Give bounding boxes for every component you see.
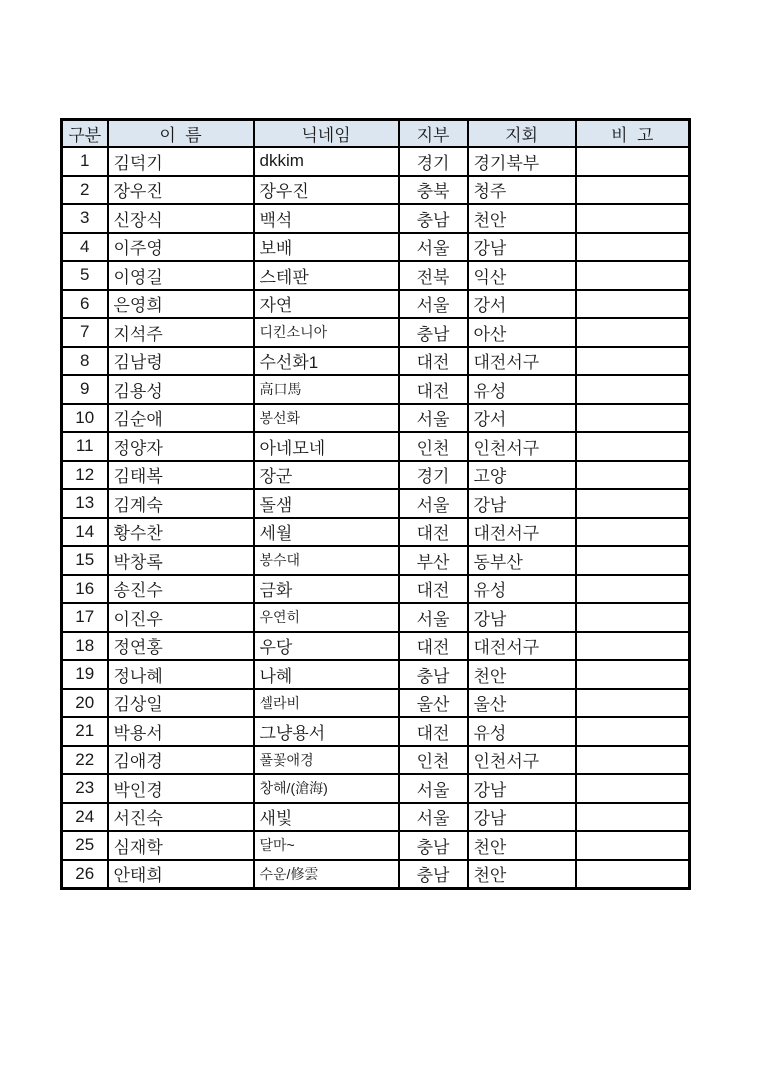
cell-note bbox=[576, 233, 690, 262]
cell-name: 정양자 bbox=[108, 432, 254, 461]
cell-no: 22 bbox=[62, 746, 108, 775]
cell-branch: 전북 bbox=[399, 261, 468, 290]
cell-nickname: 장군 bbox=[254, 461, 399, 490]
cell-nickname: 백석 bbox=[254, 204, 399, 233]
table-row bbox=[62, 204, 690, 233]
cell-chapter: 천안 bbox=[468, 204, 576, 233]
cell-nickname: 장우진 bbox=[254, 176, 399, 205]
cell-nickname: 그냥용서 bbox=[254, 717, 399, 746]
cell-name: 김순애 bbox=[108, 404, 254, 433]
table-row bbox=[62, 660, 690, 689]
cell-name: 정연홍 bbox=[108, 632, 254, 661]
cell-name: 장우진 bbox=[108, 176, 254, 205]
cell-branch: 부산 bbox=[399, 546, 468, 575]
cell-name: 이진우 bbox=[108, 603, 254, 632]
cell-no: 16 bbox=[62, 575, 108, 604]
cell-note bbox=[576, 404, 690, 433]
table-row bbox=[62, 461, 690, 490]
cell-nickname: 셀라비 bbox=[254, 689, 399, 718]
cell-nickname: dkkim bbox=[254, 147, 399, 176]
cell-branch: 충남 bbox=[399, 204, 468, 233]
table-row bbox=[62, 404, 690, 433]
table-row bbox=[62, 432, 690, 461]
cell-no: 18 bbox=[62, 632, 108, 661]
table-row bbox=[62, 518, 690, 547]
cell-branch: 서울 bbox=[399, 803, 468, 832]
cell-note bbox=[576, 803, 690, 832]
cell-chapter: 천안 bbox=[468, 660, 576, 689]
cell-name: 정나혜 bbox=[108, 660, 254, 689]
cell-note bbox=[576, 204, 690, 233]
cell-name: 서진숙 bbox=[108, 803, 254, 832]
cell-chapter: 유성 bbox=[468, 575, 576, 604]
table-row bbox=[62, 318, 690, 347]
cell-no: 3 bbox=[62, 204, 108, 233]
cell-note bbox=[576, 318, 690, 347]
cell-name: 송진수 bbox=[108, 575, 254, 604]
cell-name: 황수찬 bbox=[108, 518, 254, 547]
cell-name: 김계숙 bbox=[108, 489, 254, 518]
cell-note bbox=[576, 632, 690, 661]
table-row bbox=[62, 831, 690, 860]
header-no: 구분 bbox=[62, 120, 108, 148]
cell-branch: 서울 bbox=[399, 233, 468, 262]
cell-no: 12 bbox=[62, 461, 108, 490]
cell-note bbox=[576, 546, 690, 575]
cell-name: 김상일 bbox=[108, 689, 254, 718]
cell-chapter: 대전서구 bbox=[468, 632, 576, 661]
roster-body bbox=[62, 147, 690, 888]
cell-no: 11 bbox=[62, 432, 108, 461]
table-row bbox=[62, 746, 690, 775]
cell-nickname: 스테판 bbox=[254, 261, 399, 290]
header-nickname: 닉네임 bbox=[254, 120, 399, 148]
cell-chapter: 강남 bbox=[468, 803, 576, 832]
cell-no: 24 bbox=[62, 803, 108, 832]
cell-chapter: 유성 bbox=[468, 375, 576, 404]
cell-nickname: 금화 bbox=[254, 575, 399, 604]
cell-no: 10 bbox=[62, 404, 108, 433]
cell-branch: 울산 bbox=[399, 689, 468, 718]
header-chapter: 지회 bbox=[468, 120, 576, 148]
cell-branch: 충남 bbox=[399, 660, 468, 689]
cell-note bbox=[576, 860, 690, 889]
cell-name: 심재학 bbox=[108, 831, 254, 860]
cell-note bbox=[576, 518, 690, 547]
cell-note bbox=[576, 689, 690, 718]
cell-branch: 인천 bbox=[399, 746, 468, 775]
cell-branch: 경기 bbox=[399, 147, 468, 176]
header-name: 이 름 bbox=[108, 120, 254, 148]
table-row bbox=[62, 803, 690, 832]
cell-chapter: 유성 bbox=[468, 717, 576, 746]
cell-name: 안태희 bbox=[108, 860, 254, 889]
cell-nickname: 세월 bbox=[254, 518, 399, 547]
cell-chapter: 울산 bbox=[468, 689, 576, 718]
table-row bbox=[62, 489, 690, 518]
cell-branch: 대전 bbox=[399, 347, 468, 376]
header-branch: 지부 bbox=[399, 120, 468, 148]
cell-no: 20 bbox=[62, 689, 108, 718]
cell-nickname: 나혜 bbox=[254, 660, 399, 689]
cell-note bbox=[576, 774, 690, 803]
cell-nickname: 달마~ bbox=[254, 831, 399, 860]
cell-note bbox=[576, 461, 690, 490]
cell-no: 6 bbox=[62, 290, 108, 319]
cell-note bbox=[576, 575, 690, 604]
cell-name: 신장식 bbox=[108, 204, 254, 233]
cell-no: 25 bbox=[62, 831, 108, 860]
cell-nickname: 돌샘 bbox=[254, 489, 399, 518]
cell-chapter: 강남 bbox=[468, 603, 576, 632]
table-row bbox=[62, 860, 690, 889]
cell-branch: 대전 bbox=[399, 375, 468, 404]
table-row bbox=[62, 233, 690, 262]
cell-chapter: 동부산 bbox=[468, 546, 576, 575]
cell-no: 17 bbox=[62, 603, 108, 632]
cell-chapter: 대전서구 bbox=[468, 347, 576, 376]
cell-nickname: 창해/(滄海) bbox=[254, 774, 399, 803]
cell-name: 지석주 bbox=[108, 318, 254, 347]
cell-chapter: 아산 bbox=[468, 318, 576, 347]
cell-chapter: 대전서구 bbox=[468, 518, 576, 547]
cell-note bbox=[576, 176, 690, 205]
cell-nickname: 수선화1 bbox=[254, 347, 399, 376]
table-row bbox=[62, 575, 690, 604]
cell-note bbox=[576, 147, 690, 176]
table-row bbox=[62, 347, 690, 376]
cell-nickname: 자연 bbox=[254, 290, 399, 319]
cell-note bbox=[576, 261, 690, 290]
table-row bbox=[62, 375, 690, 404]
cell-chapter: 강서 bbox=[468, 290, 576, 319]
cell-chapter: 청주 bbox=[468, 176, 576, 205]
cell-branch: 충남 bbox=[399, 318, 468, 347]
cell-nickname: 봉선화 bbox=[254, 404, 399, 433]
cell-nickname: 봉수대 bbox=[254, 546, 399, 575]
cell-chapter: 강남 bbox=[468, 233, 576, 262]
cell-note bbox=[576, 660, 690, 689]
table-row bbox=[62, 261, 690, 290]
table-row bbox=[62, 632, 690, 661]
cell-branch: 서울 bbox=[399, 489, 468, 518]
cell-chapter: 인천서구 bbox=[468, 432, 576, 461]
cell-nickname: 우연히 bbox=[254, 603, 399, 632]
table-row bbox=[62, 147, 690, 176]
cell-note bbox=[576, 746, 690, 775]
header-note: 비 고 bbox=[576, 120, 690, 148]
cell-branch: 충남 bbox=[399, 860, 468, 889]
cell-branch: 대전 bbox=[399, 518, 468, 547]
cell-note bbox=[576, 489, 690, 518]
cell-name: 박창록 bbox=[108, 546, 254, 575]
cell-chapter: 익산 bbox=[468, 261, 576, 290]
cell-name: 김태복 bbox=[108, 461, 254, 490]
cell-branch: 대전 bbox=[399, 632, 468, 661]
cell-name: 박인경 bbox=[108, 774, 254, 803]
cell-note bbox=[576, 375, 690, 404]
cell-branch: 경기 bbox=[399, 461, 468, 490]
cell-branch: 대전 bbox=[399, 575, 468, 604]
cell-nickname: 高口馬 bbox=[254, 375, 399, 404]
cell-chapter: 고양 bbox=[468, 461, 576, 490]
cell-branch: 인천 bbox=[399, 432, 468, 461]
cell-chapter: 인천서구 bbox=[468, 746, 576, 775]
cell-name: 은영희 bbox=[108, 290, 254, 319]
cell-branch: 충남 bbox=[399, 831, 468, 860]
cell-chapter: 강서 bbox=[468, 404, 576, 433]
cell-no: 13 bbox=[62, 489, 108, 518]
cell-note bbox=[576, 290, 690, 319]
cell-no: 1 bbox=[62, 147, 108, 176]
member-roster-table bbox=[60, 118, 691, 890]
cell-no: 15 bbox=[62, 546, 108, 575]
cell-branch: 충북 bbox=[399, 176, 468, 205]
cell-nickname: 아네모네 bbox=[254, 432, 399, 461]
cell-no: 5 bbox=[62, 261, 108, 290]
cell-chapter: 천안 bbox=[468, 831, 576, 860]
cell-no: 23 bbox=[62, 774, 108, 803]
header-row bbox=[62, 120, 690, 148]
table-row bbox=[62, 603, 690, 632]
cell-name: 이영길 bbox=[108, 261, 254, 290]
table-row bbox=[62, 290, 690, 319]
cell-chapter: 강남 bbox=[468, 774, 576, 803]
cell-note bbox=[576, 603, 690, 632]
cell-name: 김애경 bbox=[108, 746, 254, 775]
table-row bbox=[62, 774, 690, 803]
cell-nickname: 디킨소니아 bbox=[254, 318, 399, 347]
cell-note bbox=[576, 432, 690, 461]
cell-note bbox=[576, 347, 690, 376]
cell-note bbox=[576, 831, 690, 860]
cell-nickname: 수운/修雲 bbox=[254, 860, 399, 889]
cell-branch: 서울 bbox=[399, 404, 468, 433]
cell-no: 21 bbox=[62, 717, 108, 746]
cell-name: 김남령 bbox=[108, 347, 254, 376]
table-row bbox=[62, 689, 690, 718]
cell-branch: 서울 bbox=[399, 774, 468, 803]
cell-no: 2 bbox=[62, 176, 108, 205]
cell-branch: 서울 bbox=[399, 290, 468, 319]
cell-branch: 서울 bbox=[399, 603, 468, 632]
cell-name: 박용서 bbox=[108, 717, 254, 746]
cell-chapter: 경기북부 bbox=[468, 147, 576, 176]
cell-nickname: 풀꽃애경 bbox=[254, 746, 399, 775]
cell-branch: 대전 bbox=[399, 717, 468, 746]
cell-name: 김용성 bbox=[108, 375, 254, 404]
cell-no: 7 bbox=[62, 318, 108, 347]
cell-no: 8 bbox=[62, 347, 108, 376]
cell-chapter: 천안 bbox=[468, 860, 576, 889]
cell-nickname: 보배 bbox=[254, 233, 399, 262]
cell-chapter: 강남 bbox=[468, 489, 576, 518]
cell-nickname: 우당 bbox=[254, 632, 399, 661]
cell-no: 14 bbox=[62, 518, 108, 547]
table-row bbox=[62, 717, 690, 746]
cell-no: 26 bbox=[62, 860, 108, 889]
cell-no: 4 bbox=[62, 233, 108, 262]
cell-name: 김덕기 bbox=[108, 147, 254, 176]
cell-nickname: 새빛 bbox=[254, 803, 399, 832]
cell-no: 19 bbox=[62, 660, 108, 689]
cell-no: 9 bbox=[62, 375, 108, 404]
cell-name: 이주영 bbox=[108, 233, 254, 262]
cell-note bbox=[576, 717, 690, 746]
table-row bbox=[62, 176, 690, 205]
table-row bbox=[62, 546, 690, 575]
